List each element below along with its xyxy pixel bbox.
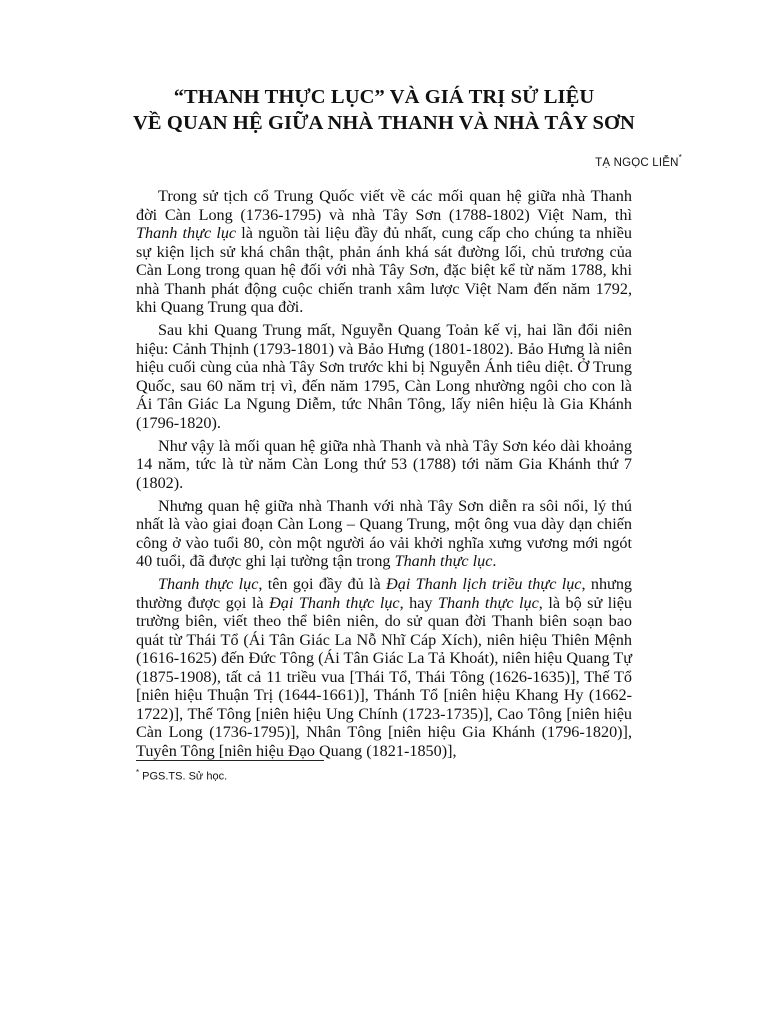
- paragraph-1-text: Trong sử tịch cổ Trung Quốc viết về các mối quan hệ giữa nhà Thanh đời Càn Long (1736-1795) và nhà Tây Sơn (1788-1802) Việt Nam, thì: [136, 187, 632, 224]
- author-footnote-mark: *: [678, 153, 682, 162]
- article-body: [136, 187, 632, 765]
- paragraph-4: [136, 497, 632, 571]
- author-name: TẠ NGỌC LIỄN: [595, 156, 679, 169]
- paragraph-5-text-c: , hay: [399, 593, 439, 612]
- paragraph-1-rest: là nguồn tài liệu đầy đủ nhất, cung cấp cho chúng ta nhiều sự kiện lịch sử khá chân thật, phản ánh khá sát đường lối, chủ trương của Càn Long trong quan hệ đối với nhà Tây Sơn, đặc biệt kể từ năm 1788, khi nhà Thanh phát động cuộc chiến tranh xâm lược Việt Nam đến năm 1792, khi Quang Trung qua đời.: [136, 224, 633, 316]
- paragraph-5-text-d: , là bộ sử liệu trường biên, viết theo thể biên niên, do sử quan đời Thanh biên soạn bao quát từ Thái Tổ (Ái Tân Giác La Nỗ Nhĩ Cáp Xích), niên hiệu Thiên Mệnh (1616-1625) đến Đức Tông (Ái Tân Giác La Tả Khoát), niên hiệu Quang Tự (1875-1908), tất cả 11 triều vua [Thái Tổ, Thái Tông (1626-1635)], Thế Tổ [niên hiệu Thuận Trị (1644-1661)], Thánh Tổ [niên hiệu Khang Hy (1662-1722)], Thế Tông [niên hiệu Ung Chính (1723-1735)], Cao Tông [niên hiệu Càn Long (1736-1795)], Nhân Tông [niên hiệu Gia Khánh (1796-1820)], Tuyên Tông [niên hiệu Đạo Quang (1821-1850)],: [136, 593, 633, 760]
- article-title: [100, 84, 668, 136]
- title-line-2: VỀ QUAN HỆ GIỮA NHÀ THANH VÀ NHÀ TÂY SƠN: [133, 112, 635, 134]
- paragraph-3: Như vậy là mối quan hệ giữa nhà Thanh và nhà Tây Sơn kéo dài khoảng 14 năm, tức là từ năm Càn Long thứ 53 (1788) tới năm Gia Khánh thứ 7 (1802).: [136, 436, 632, 492]
- paragraph-1: [136, 187, 632, 317]
- footnote-mark: *: [136, 768, 140, 777]
- paragraph-5-italic-4: Thanh thực lục: [438, 593, 539, 612]
- paragraph-4-end: .: [492, 552, 497, 570]
- paragraph-5-italic-1: Thanh thực lục: [158, 575, 259, 593]
- paragraph-5-text-b: , nhưng thường được gọi là: [136, 575, 633, 612]
- paragraph-1-italic: Thanh thực lục: [136, 224, 237, 242]
- footnote-text: PGS.TS. Sử học.: [142, 770, 228, 783]
- paragraph-2: Sau khi Quang Trung mất, Nguyễn Quang Toản kế vị, hai lần đổi niên hiệu: Cảnh Thịnh (1793-1801) và Bảo Hưng (1801-1802). Bảo Hưng là niên hiệu cuối cùng của nhà Tây Sơn trước khi bị Nguyễn Ánh tiêu diệt. Ở Trung Quốc, sau 60 năm trị vì, đến năm 1795, Càn Long nhường ngôi cho con là Ái Tân Giác La Ngung Diễm, tức Nhân Tông, lấy niên hiệu là Gia Khánh (1796-1820).: [136, 321, 632, 432]
- title-line-1: “THANH THỰC LỤC” VÀ GIÁ TRỊ SỬ LIỆU: [173, 86, 595, 108]
- author-byline: [595, 154, 682, 169]
- footnote-rule: [136, 760, 324, 761]
- paragraph-4-italic: Thanh thực lục: [394, 552, 493, 570]
- paragraph-5-italic-2: Đại Thanh lịch triều thực lục: [386, 575, 582, 593]
- paragraph-4-text: Nhưng quan hệ giữa nhà Thanh với nhà Tây Sơn diễn ra sôi nổi, lý thú nhất là vào giai đoạn Càn Long – Quang Trung, một ông vua dày dạn chiến công ở vào tuổi 80, còn một người áo vải khởi nghĩa xưng vương mới ngót 40 tuổi, đã được ghi lại tường tận trong: [136, 496, 632, 570]
- footnote: [136, 766, 227, 784]
- paragraph-5-text-a: , tên gọi đầy đủ là: [258, 575, 387, 593]
- paragraph-5: [136, 575, 632, 760]
- paragraph-5-italic-3: Đại Thanh thực lục: [269, 593, 400, 612]
